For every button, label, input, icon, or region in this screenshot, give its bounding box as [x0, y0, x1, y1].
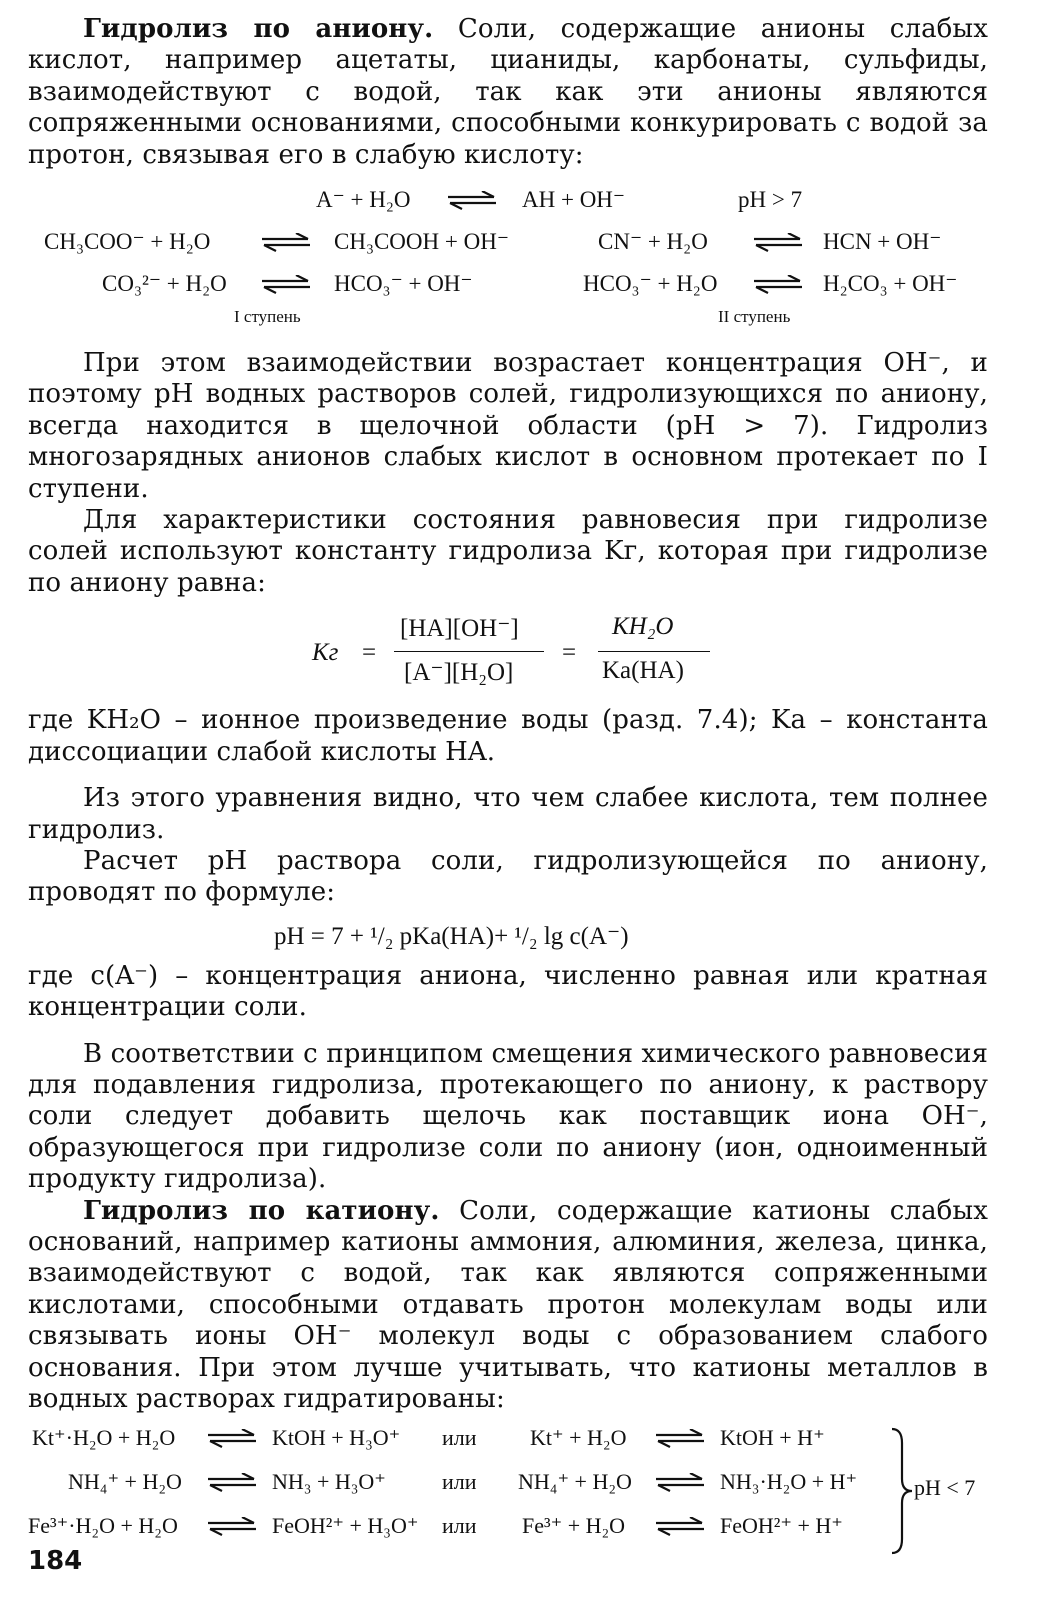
- word-or: или: [442, 1513, 477, 1539]
- step-label-1: I ступень: [234, 307, 301, 327]
- paragraph-hydrolysis-constant: Для характеристики состояния равновесия при гидролизе солей используют константу гидролиза Kг, которая при гидролизе по аниону равна:: [28, 505, 988, 598]
- heading-cation-hydrolysis: Гидролиз по катиону.: [83, 1195, 440, 1226]
- reaction-right: NH₃·H₂O + H⁺: [720, 1469, 858, 1495]
- formula-denominator: Ka(HA): [602, 657, 684, 685]
- equilibrium-arrow-icon: [654, 1429, 708, 1449]
- heading-anion-hydrolysis: Гидролиз по аниону.: [83, 14, 434, 44]
- step-labels: [28, 307, 988, 333]
- reaction-right: H₂CO₃ + OH⁻: [823, 271, 958, 297]
- paragraph-anion-intro: [28, 14, 988, 171]
- cation-reactions: [28, 1421, 988, 1561]
- word-or: или: [442, 1469, 477, 1495]
- reaction-right: FeOH²⁺ + H₃O⁺: [272, 1513, 419, 1539]
- reaction-right: HCN + OH⁻: [823, 229, 942, 255]
- paragraph-ph-calc: Расчет pH раствора соли, гидролизующейся по аниону, проводят по формуле:: [28, 845, 988, 908]
- paragraph-where-c: где c(A⁻) – концентрация аниона, численно равная или кратная концентрации соли.: [28, 960, 988, 1023]
- reaction-left: NH₄⁺ + H₂O: [68, 1469, 182, 1495]
- reaction-left: Fe³⁺·H₂O + H₂O: [28, 1513, 178, 1539]
- reaction-left: CN⁻ + H₂O: [598, 229, 708, 255]
- page-content: [28, 14, 988, 1561]
- page-number: 184: [28, 1546, 83, 1576]
- reaction-condition: pH < 7: [914, 1475, 976, 1501]
- formula-equals: =: [562, 639, 577, 667]
- reaction-right: KtOH + H₃O⁺: [272, 1425, 401, 1451]
- right-brace-icon: [890, 1427, 914, 1555]
- equilibrium-arrow-icon: [654, 1473, 708, 1493]
- reaction-row-1: [28, 1425, 988, 1467]
- reaction-right: AH + OH⁻: [522, 187, 626, 213]
- reaction-right: KtOH + H⁺: [720, 1425, 825, 1451]
- formula-lhs: Kг: [312, 639, 339, 667]
- reaction-left: CO₃²⁻ + H₂O: [102, 271, 227, 297]
- formula-denominator: [A⁻][H₂O]: [404, 659, 514, 687]
- formula-hydrolysis-constant: [28, 611, 988, 699]
- paragraph-suppress-hydrolysis: В соответствии с принципом смещения химического равновесия для подавления гидролиза, протекающего по аниону, к раствору соли следует добавить щелочь как поставщик иона OH⁻, образующегося при гидролизе соли по аниону (ион, одноименный продукту гидролиза).: [28, 1038, 988, 1195]
- equilibrium-arrow-icon: [206, 1429, 260, 1449]
- step-label-2: II ступень: [718, 307, 791, 327]
- reaction-left: CH₃COO⁻ + H₂O: [44, 229, 211, 255]
- reaction-left: Kt⁺·H₂O + H₂O: [32, 1425, 176, 1451]
- equilibrium-arrow-icon: [206, 1517, 260, 1537]
- reaction-row-1: [28, 223, 988, 265]
- reaction-right: HCO₃⁻ + OH⁻: [334, 271, 473, 297]
- reaction-condition: pH > 7: [738, 187, 803, 213]
- reaction-right: NH₃ + H₃O⁺: [272, 1469, 386, 1495]
- formula-ph: [28, 909, 988, 961]
- paragraph-weaker-acid: Из этого уравнения видно, что чем слабее кислота, тем полнее гидролиз.: [28, 783, 988, 845]
- paragraph-ph-alkaline: При этом взаимодействии возрастает концентрация OH⁻, и поэтому pH водных растворов солей, гидролизующихся по аниону, всегда находится в щелочной области (pH > 7). Гидролиз многозарядных анионов слабых кислот в основном протекает по I ступени.: [28, 348, 988, 504]
- fraction-line: [394, 651, 544, 652]
- equilibrium-arrow-icon: [206, 1473, 260, 1493]
- paragraph-text: Соли, содержащие катионы слабых оснований, например катионы аммония, алюминия, железа, цинка, взаимодействуют с водой, так как являются сопряженными кислотами, способными отдавать протон молекулам воды или связывать ионы OH⁻ молекул воды с образованием слабого основания. При этом лучше учитывать, что катионы металлов в водных растворах гидратированы:: [28, 1195, 988, 1414]
- reaction-left: Kt⁺ + H₂O: [530, 1425, 627, 1451]
- formula-numerator: KH₂O: [612, 613, 674, 641]
- reaction-general: [28, 181, 988, 223]
- reaction-row-2: [28, 1469, 988, 1511]
- paragraph-cation-intro: [28, 1196, 988, 1416]
- paragraph-text: Соли, содержащие анионы слабых кислот, например ацетаты, цианиды, карбонаты, сульфиды, взаимодействуют с водой, так как эти анионы являются сопряженными основаниями, способными конкурировать с водой за протон, связывая его в слабую кислоту:: [28, 14, 988, 170]
- ph-formula-text: pH = 7 + ¹/₂ pKa(HA)+ ¹/₂ lg c(A⁻): [274, 922, 629, 950]
- equilibrium-arrow-icon: [752, 275, 806, 295]
- equilibrium-arrow-icon: [446, 191, 500, 211]
- equilibrium-arrow-icon: [654, 1517, 708, 1537]
- word-or: или: [442, 1425, 477, 1451]
- reaction-row-2: [28, 265, 988, 307]
- reaction-right: FeOH²⁺ + H⁺: [720, 1513, 843, 1539]
- equilibrium-arrow-icon: [752, 233, 806, 253]
- paragraph-where-kw: где KH₂O – ионное произведение воды (разд. 7.4); Ka – константа диссоциации слабой кислоты HA.: [28, 705, 988, 767]
- formula-numerator: [HA][OH⁻]: [400, 615, 519, 643]
- fraction-line: [598, 651, 710, 652]
- equilibrium-arrow-icon: [260, 275, 314, 295]
- reaction-row-3: [28, 1513, 988, 1555]
- reaction-left: NH₄⁺ + H₂O: [518, 1469, 632, 1495]
- equilibrium-arrow-icon: [260, 233, 314, 253]
- reaction-right: CH₃COOH + OH⁻: [334, 229, 509, 255]
- reaction-left: Fe³⁺ + H₂O: [522, 1513, 626, 1539]
- reaction-left: HCO₃⁻ + H₂O: [583, 271, 718, 297]
- formula-equals: =: [362, 639, 377, 667]
- reaction-left: A⁻ + H₂O: [316, 187, 411, 213]
